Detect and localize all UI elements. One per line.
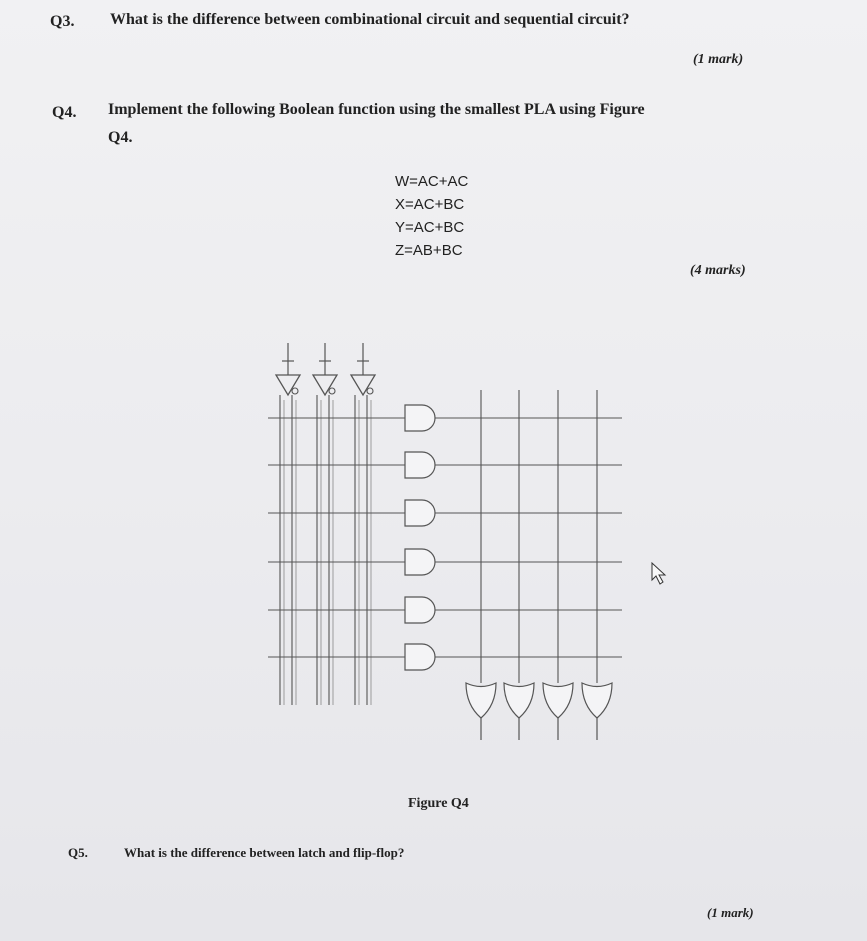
or-gate — [466, 683, 496, 718]
inverter-gate — [313, 375, 337, 395]
q3-number: Q3. — [50, 13, 75, 30]
figure-caption: Figure Q4 — [408, 796, 469, 811]
q5-number: Q5. — [68, 845, 88, 860]
and-gate — [405, 452, 435, 478]
q3-marks: (1 mark) — [693, 52, 744, 67]
and-gate — [405, 405, 435, 431]
inverter-gate — [351, 375, 375, 395]
or-gate — [543, 683, 573, 718]
equation-x: X=AC+BC — [395, 196, 465, 213]
and-gate — [405, 549, 435, 575]
q5-text: What is the difference between latch and flip-flop? — [124, 845, 405, 860]
mouse-cursor-icon — [652, 563, 665, 584]
and-gate — [405, 500, 435, 526]
equation-z: Z=AB+BC — [395, 242, 463, 259]
equation-w: W=AC+AC — [395, 173, 469, 190]
and-gate — [405, 597, 435, 623]
inverter-bubble — [329, 388, 335, 394]
q5-marks: (1 mark) — [707, 905, 754, 920]
q4-text-line2: Q4. — [108, 129, 133, 146]
q4-number: Q4. — [52, 104, 77, 121]
equation-y: Y=AC+BC — [395, 219, 465, 236]
inverter-bubble — [367, 388, 373, 394]
or-gate — [582, 683, 612, 718]
inverter-gate — [276, 375, 300, 395]
inverter-bubble — [292, 388, 298, 394]
or-gate — [504, 683, 534, 718]
q4-marks: (4 marks) — [690, 263, 746, 278]
q3-text: What is the difference between combinational circuit and sequential circuit? — [110, 11, 630, 28]
and-gate — [405, 644, 435, 670]
q4-text-line1: Implement the following Boolean function using the smallest PLA using Figure — [108, 101, 645, 118]
